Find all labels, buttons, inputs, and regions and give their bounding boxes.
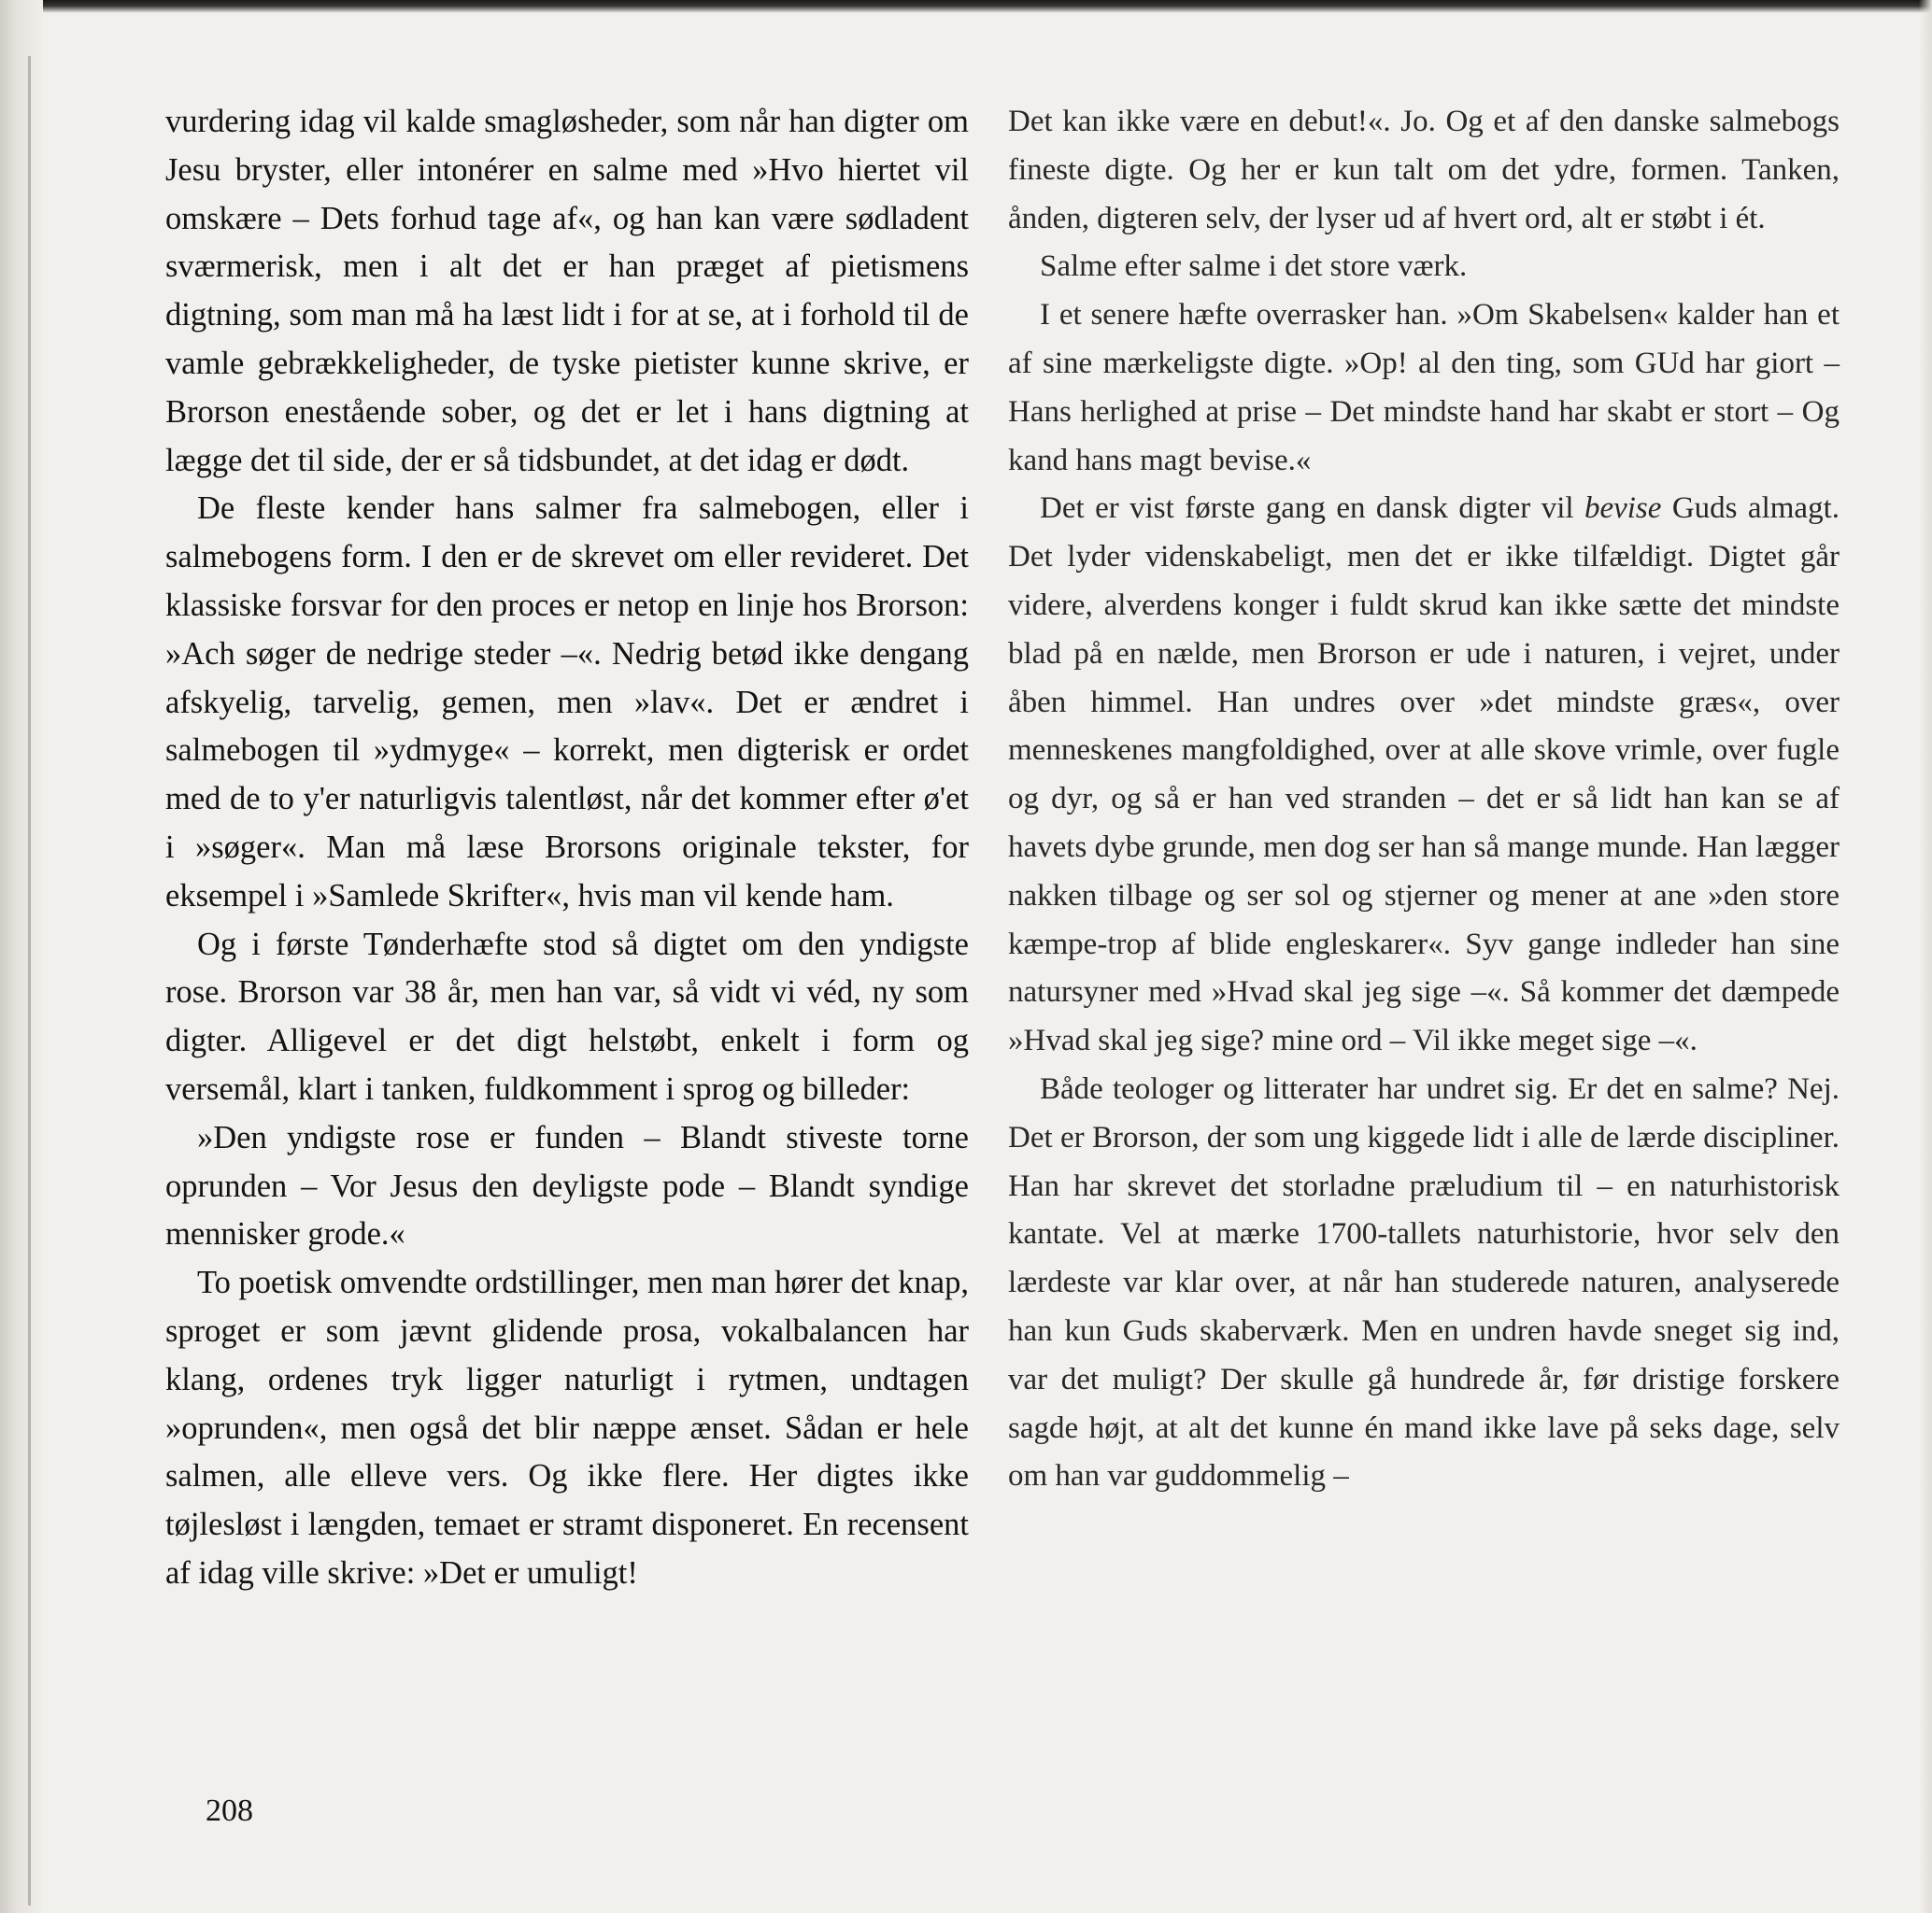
quote-paragraph: »Den yndigste rose er funden – Blandt stiveste torne oprunden – Vor Jesus den deyligste pode – Blandt syndige mennisker grode.« (165, 1119, 969, 1253)
paragraph: vurdering idag vil kalde smagløsheder, som når han digter om Jesu bryster, eller intonérer en salme med »Hvo hiertet vil omskære – Dets forhud tage af«, og han kan være sødladent sværmerisk, men i alt det er han præget af pietismens digtning, som man må ha læst lidt i for at se, at i forhold til de vamle gebrækkeligheder, de tyske pietister kunne skrive, er Brorson enestående sober, og det er let i hans digtning at lægge det til side, der er så tidsbundet, at det idag er dødt. (165, 104, 969, 478)
book-binding (0, 0, 43, 1913)
top-edge-shadow (0, 0, 1932, 13)
page-edge-right (1919, 0, 1932, 1913)
paragraph: Både teologer og litterater har undret sig. Er det en salme? Nej. Det er Brorson, der som ung kiggede lidt i alle de lærde discipliner. Han har skrevet det storladne præludium til – en naturhistorisk kantate. Vel at mærke 1700-tallets naturhistorie, hvor selv den lærdeste var klar over, at når han studerede naturen, analyserede han kun Guds skaberværk. Men en undren havde sneget sig ind, var det muligt? Der skulle gå hundrede år, før dristige forskere sagde højt, at alt det kunne én mand ikke lave på seks dage, selv om han var guddommelig – (1008, 1071, 1840, 1494)
paragraph: Det kan ikke være en debut!«. Jo. Og et af den danske salmebogs fineste digte. Og her er kun talt om det ydre, formen. Tanken, ånden, digteren selv, der lyser ud af hvert ord, alt er støbt i ét. (1008, 105, 1840, 235)
right-text-column (1008, 98, 1840, 1501)
left-text-column (165, 98, 969, 1598)
paragraph: To poetisk omvendte ordstillinger, men man hører det knap, sproget er som jævnt glidende prosa, vokalbalancen har klang, ordenes tryk ligger naturligt i rytmen, undtagen »oprunden«, men også det blir næppe ænset. Sådan er hele salmen, alle elleve vers. Og ikke flere. Her digtes ikke tøjlesløst i længden, temaet er stramt disponeret. En recensent af idag ville skrive: »Det er umuligt! (165, 1265, 969, 1591)
text-run: Guds almagt. Det lyder videnskabeligt, men det er ikke tilfældigt. Digtet går videre, alverdens konger i fuldt skrud kan ikke sætte det mindste blad på en nælde, men Brorson er ude i naturen, i vejret, under åben himmel. Han undres over »det mindste græs«, over menneskenes mangfoldighed, over at alle skove vrimle, over fugle og dyr, og så er han ved stranden – det er så lidt han kan se af havets dybe grunde, men dog ser han så mange munde. Han lægger nakken tilbage og ser sol og stjerner og mener at ane »den store kæmpe-trop af blide engleskarer«. Syv gange indleder han sine natursyner med »Hvad skal jeg sige –«. Så kommer det dæmpede »Hvad skal jeg sige? mine ord – Vil ikke meget sige –«. (1008, 491, 1840, 1058)
binding-line (28, 56, 31, 1906)
paragraph: Og i første Tønderhæfte stod så digtet om den yndigste rose. Brorson var 38 år, men han var, så vidt vi véd, ny som digter. Alligevel er det digt helstøbt, enkelt i form og versemål, klart i tanken, fuldkomment i sprog og billeder: (165, 926, 969, 1107)
paragraph (1008, 485, 1840, 1066)
paragraph: I et senere hæfte overrasker han. »Om Skabelsen« kalder han et af sine mærkeligste digte. »Op! al den ting, som GUd har giort – Hans herlighed at prise – Det mindste hand har skabt er stort – Og kand hans magt bevise.« (1008, 298, 1840, 477)
paragraph: Salme efter salme i det store værk. (1040, 249, 1468, 284)
page-number: 208 (206, 1793, 253, 1828)
paragraph: De fleste kender hans salmer fra salmebogen, eller i salmebogens form. I den er de skrevet om eller revideret. Det klassiske forsvar for den proces er netop en linje hos Brorson: »Ach søger de nedrige steder –«. Nedrig betød ikke dengang afskyelig, tarvelig, gemen, men »lav«. Det er ændret i salmebogen til »ydmyge« – korrekt, men digterisk er ordet med de to y'er naturligvis talentløst, når det kommer efter ø'et i »søger«. Man må læse Brorsons originale tekster, for eksempel i »Samlede Skrifter«, hvis man vil kende ham. (165, 490, 969, 914)
emphasis: bevise (1584, 491, 1662, 526)
text-run: Det er vist første gang en dansk digter vil (1040, 491, 1584, 526)
